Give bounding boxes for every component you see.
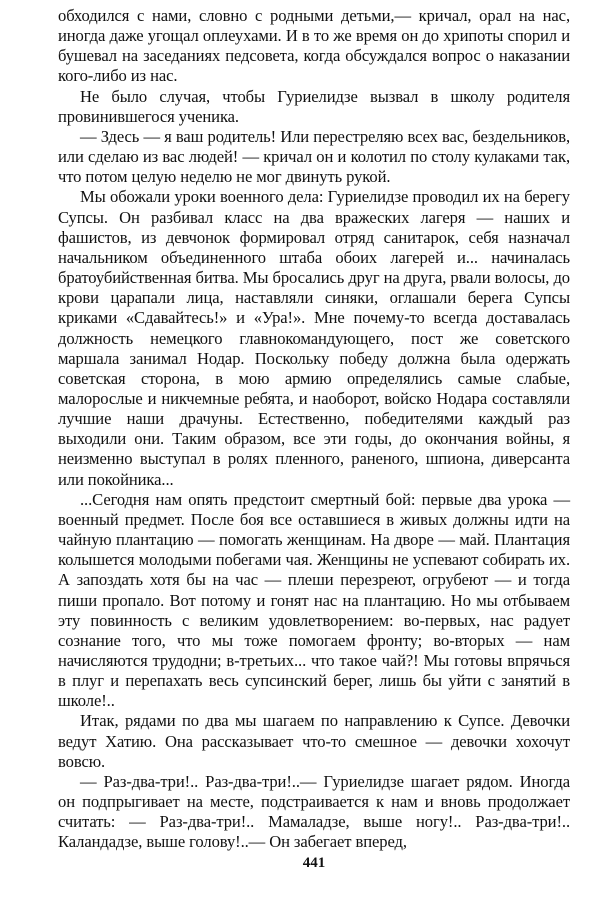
paragraph-4: Мы обожали уроки военного дела: Гуриелидзе проводил их на берегу Супсы. Он разбивал класс на два вражеских лагеря — наших и фашистов, из девчонок формировал отряд санитарок, себя назначал начальником объединенного штаба обоих лагерей и... начиналась братоубийственная битва. Мы бросались друг на друга, рвали волосы, до крови царапали лица, наставляли синяки, оглашали берега Супсы криками «Сдавайтесь!» и «Ура!». Мне почему-то всегда доставалась должность немецкого главнокомандующего, пост же советского маршала занимал Нодар. Поскольку победу должна была одержать советская сторона, в мою армию определялись самые слабые, малорослые и никчемные ребята, и наоборот, войско Нодара составляли лучшие наши драчуны. Естественно, победителями каждый раз выходили они. Таким образом, все эти годы, до окончания войны, я неизменно выступал в ролях пленного, раненого, шпиона, диверсанта или покойника...	[58, 187, 570, 489]
paragraph-2: Не было случая, чтобы Гуриелидзе вызвал в школу родителя провинившегося ученика.	[58, 86, 570, 126]
paragraph-5: ...Сегодня нам опять предстоит смертный бой: первые два урока — военный предмет. После боя все оставшиеся в живых должны идти на чайную плантацию — помогать женщинам. На дворе — май. Плантация колышется молодыми побегами чая. Женщины не успевают собирать их. А запоздать хотя бы на час — плеши перезреют, огрубеют — и тогда пиши пропало. Вот потому и гонят нас на плантацию. Но мы отбываем эту повинность с великим удовлетворением: во-первых, нас радует сознание того, что мы тоже помогаем фронту; во-вторых — нам начисляются трудодни; в-третьих... что такое чай?! Мы готовы впрячься в плуг и перепахать весь супсинский берег, лишь бы уйти с занятий в школе!..	[58, 489, 570, 711]
paragraph-7: — Раз-два-три!.. Раз-два-три!..— Гуриелидзе шагает рядом. Иногда он подпрыгивает на месте, подстраивается к нам и вновь продолжает считать: — Раз-два-три!.. Мамаладзе, выше ногу!.. Раз-два-три!.. Каландадзе, выше голову!..— Он забегает вперед,	[58, 771, 570, 852]
page-number: 441	[302, 855, 326, 871]
paragraph-3: — Здесь — я ваш родитель! Или перестреляю всех вас, бездельников, или сделаю из вас людей! — кричал он и колотил по столу кулаками так, что потом целую неделю не мог двинуть рукой.	[58, 126, 570, 187]
paragraph-1: обходился с нами, словно с родными детьми,— кричал, орал на нас, иногда даже угощал оплеухами. И в то же время он до хрипоты спорил и бушевал на заседаниях педсовета, когда обсуждался вопрос о наказании кого-либо из нас.	[58, 6, 570, 86]
page-text	[58, 6, 570, 853]
book-page	[58, 6, 570, 910]
paragraph-6: Итак, рядами по два мы шагаем по направлению к Супсе. Девочки ведут Хатию. Она рассказывает что-то смешное — девочки хохочут вовсю.	[58, 711, 570, 771]
